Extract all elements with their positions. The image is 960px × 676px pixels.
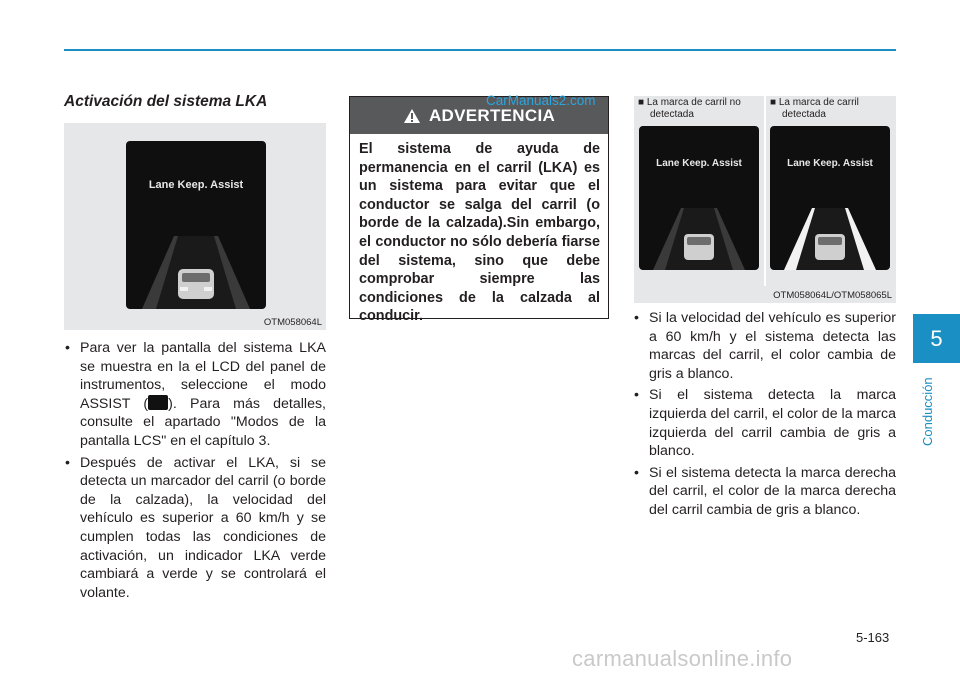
- chapter-tab: 5: [913, 314, 960, 363]
- chapter-label: Conducción: [920, 377, 935, 446]
- screen-title: Lane Keep. Assist: [656, 158, 742, 169]
- section-title: Activación del sistema LKA: [64, 93, 268, 110]
- watermark-top: CarManuals2.com: [486, 93, 596, 108]
- lcd-screen-detected: [770, 126, 890, 270]
- left-column-text: [64, 339, 326, 605]
- page-number: 5-163: [856, 630, 890, 645]
- road-lane-graphic: [770, 126, 890, 270]
- screen-title: Lane Keep. Assist: [148, 179, 244, 191]
- header-rule: [64, 49, 896, 51]
- legend-not-detected: ■ La marca de carril no detectada: [638, 97, 741, 120]
- figure-code: OTM058064L: [263, 317, 322, 328]
- warning-triangle-icon: [403, 108, 421, 124]
- lka-display-figure: [64, 123, 326, 330]
- car-icon: [178, 269, 214, 299]
- road-lane-graphic: [639, 126, 759, 270]
- bullet-item: • Si la velocidad del vehículo es superior a 60 km/h y el sistema detecta las marcas del carril, el color cambia de gris a blanco.: [633, 309, 896, 383]
- lcd-screen: [126, 141, 266, 309]
- bullet-item: • Para ver la pantalla del sistema LKA se muestra en la el LCD del panel de instrumentos, seleccione el modo ASSIST ( ). Para más detalles, consulte el apartado "Modos de la pantalla LCS" en el capítulo 3.: [64, 339, 326, 451]
- warning-body: El sistema de ayuda de permanencia en el carril (LKA) es un sistema para evitar que el conductor se salga del carril (o borde de la calzada).Sin embargo, el conductor no sólo debería fiarse del sistema, sino que debe comprobar siempre las condiciones de la calzada al conducir.: [359, 141, 600, 325]
- warning-box: [349, 96, 609, 325]
- road-lane-graphic: [126, 141, 266, 309]
- figure-code: OTM058064L/OTM058065L: [773, 290, 892, 301]
- screen-title: Lane Keep. Assist: [787, 158, 873, 169]
- car-icon: [684, 234, 714, 260]
- right-column-text: [633, 309, 896, 523]
- bullet-item: • Si el sistema detecta la marca izquierda del carril, el color de la marca izquierda del carril cambia de gris a blanco.: [633, 386, 896, 460]
- warning-title: ADVERTENCIA: [428, 105, 556, 125]
- car-icon: [815, 234, 845, 260]
- lane-detection-figure: [634, 96, 896, 303]
- legend-detected: ■ La marca de carril detectada: [770, 97, 859, 120]
- lcd-screen-no-detect: [639, 126, 759, 270]
- lane-assist-icon: [148, 395, 168, 410]
- figure-divider: [764, 96, 766, 286]
- watermark-bottom: carmanualsonline.info: [572, 646, 793, 671]
- bullet-item: • Después de activar el LKA, si se detecta un marcador del carril (o borde de la calzada), la velocidad del vehículo es superior a 60 km/h y se cumplen todas las condiciones de activación, un indicador LKA verde cambiará a verde y se controlará el volante.: [64, 454, 326, 603]
- bullet-item: • Si el sistema detecta la marca derecha del carril, el color de la marca derecha del carril cambia de gris a blanco.: [633, 464, 896, 520]
